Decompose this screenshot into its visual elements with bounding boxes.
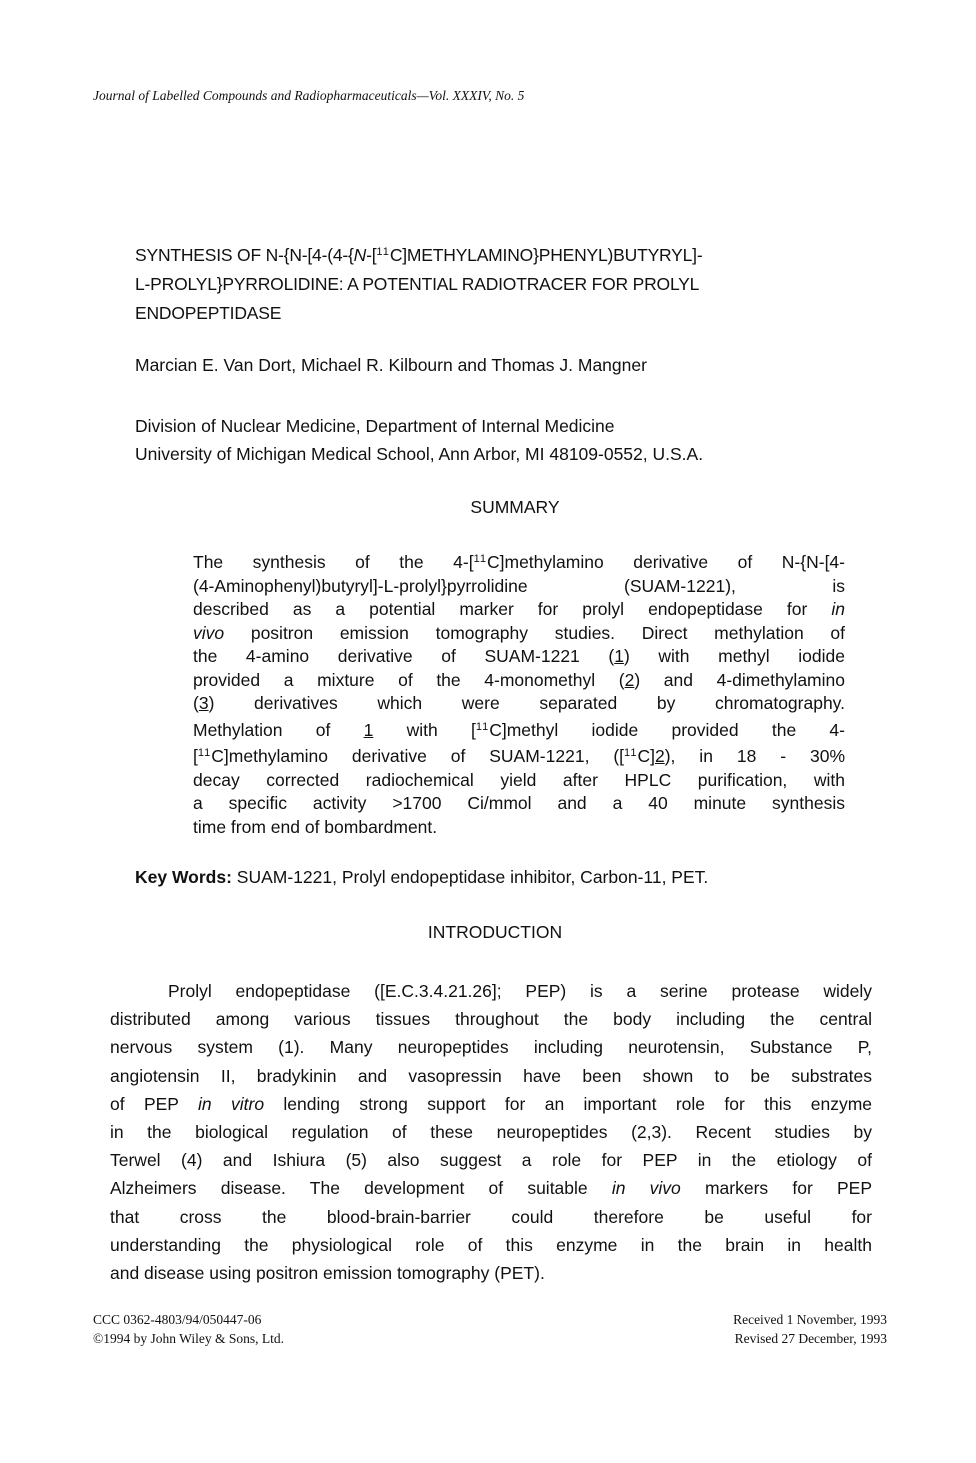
affiliation-line-2: University of Michigan Medical School, Ann Arbor, MI 48109-0552, U.S.A. [135, 444, 704, 464]
keywords-label: Key Words: [135, 867, 232, 887]
title-line-1: SYNTHESIS OF N-{N-[4-(4-{N-[$^{11}$C]METHYLAMINO}PHENYL)BUTYRYL]- [135, 245, 703, 265]
footer-right [733, 1310, 887, 1348]
abstract-line: vivo positron emission tomography studies. Direct methylation of [193, 622, 845, 643]
abstract-line: (3) derivatives which were separated by chromatography. [193, 693, 845, 713]
footer-left [93, 1310, 284, 1348]
compound-number: 3 [198, 693, 209, 713]
introduction-heading: INTRODUCTION [427, 922, 563, 942]
abstract-line: (4-Aminophenyl)butyryl]-L-prolyl}pyrrolidine (SUAM-1221), is [193, 575, 845, 596]
authors: Marcian E. Van Dort, Michael R. Kilbourn and Thomas J. Mangner [135, 355, 647, 375]
compound-number: 2 [624, 669, 635, 690]
body-line: angiotensin II, bradykinin and vasopressin have been shown to be substrates [110, 1065, 872, 1086]
keywords [135, 867, 708, 888]
ccc-code: CCC 0362-4803/94/050447-06 [93, 1312, 262, 1327]
abstract-line: decay corrected radiochemical yield after HPLC purification, with [193, 769, 845, 790]
abstract-line: the 4-amino derivative of SUAM-1221 (1) with methyl iodide [193, 646, 845, 666]
abstract [193, 548, 845, 839]
abstract-line: time from end of bombardment. [193, 816, 438, 837]
article-title [135, 238, 835, 328]
copyright: ©1994 by John Wiley & Sons, Ltd. [93, 1331, 284, 1346]
body-line: distributed among various tissues throughout the body including the central [110, 1009, 872, 1030]
compound-number: 2 [654, 746, 665, 766]
abstract-line: described as a potential marker for prolyl endopeptidase for in [193, 599, 845, 619]
keywords-text: SUAM-1221, Prolyl endopeptidase inhibitor, Carbon-11, PET. [231, 867, 709, 887]
summary-heading: SUMMARY [470, 497, 560, 517]
compound-number: 1 [363, 719, 374, 740]
body-line: understanding the physiological role of this enzyme in the brain in health [110, 1234, 872, 1255]
compound-number: 1 [614, 646, 624, 666]
body-line: and disease using positron emission tomography (PET). [110, 1263, 545, 1284]
abstract-line: [$^{11}$C]methylamino derivative of SUAM-1221, ([$^{11}$C]2), in 18 - 30% [193, 746, 845, 766]
abstract-line: The synthesis of the 4-[$^{11}$C]methylamino derivative of N-{N-[4- [193, 552, 845, 572]
body-line: Alzheimers disease. The development of suitable in vivo markers for PEP [110, 1178, 872, 1199]
body-line: in the biological regulation of these neuropeptides (2,3). Recent studies by [110, 1122, 872, 1143]
abstract-line: a specific activity >1700 Ci/mmol and a 40 minute synthesis [193, 793, 845, 813]
abstract-line: Methylation of 1 with [$^{11}$C]methyl iodide provided the 4- [193, 719, 845, 740]
body-line: Prolyl endopeptidase ([E.C.3.4.21.26]; PEP) is a serine protease widely [168, 981, 872, 1001]
body-line: that cross the blood-brain-barrier could therefore be useful for [110, 1206, 872, 1227]
received-date: Received 1 November, 1993 [733, 1312, 887, 1327]
journal-header: Journal of Labelled Compounds and Radiopharmaceuticals—Vol. XXXIV, No. 5 [93, 88, 525, 103]
abstract-line: provided a mixture of the 4-monomethyl (2) and 4-dimethylamino [193, 669, 845, 690]
body-line: Terwel (4) and Ishiura (5) also suggest a role for PEP in the etiology of [110, 1150, 872, 1171]
introduction-body [110, 977, 872, 1287]
body-line: of PEP in vitro lending strong support for an important role for this enzyme [110, 1093, 873, 1114]
body-line: nervous system (1). Many neuropeptides including neurotensin, Substance P, [110, 1037, 872, 1058]
title-line-3: ENDOPEPTIDASE [135, 303, 282, 323]
affiliation [135, 412, 703, 468]
revised-date: Revised 27 December, 1993 [734, 1331, 887, 1346]
affiliation-line-1: Division of Nuclear Medicine, Department of Internal Medicine [135, 416, 615, 436]
title-line-2: L-PROLYL}PYRROLIDINE: A POTENTIAL RADIOTRACER FOR PROLYL [135, 274, 700, 294]
